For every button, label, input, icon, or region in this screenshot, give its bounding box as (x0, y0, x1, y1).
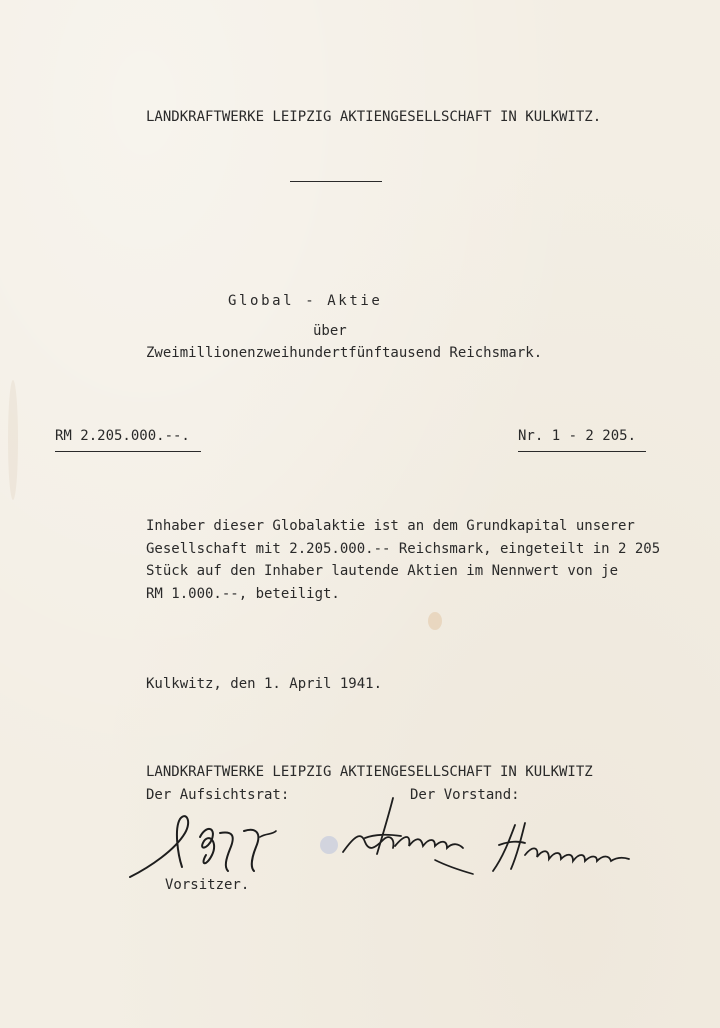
paper-stain (320, 836, 338, 854)
executive-signature-1 (335, 790, 485, 880)
body-line: RM 1.000.--, beteiligt. (146, 586, 340, 602)
chairman-label: Vorsitzer. (165, 877, 250, 893)
executive-board-label: Der Vorstand: (410, 787, 520, 803)
footer-company-name: LANDKRAFTWERKE LEIPZIG AKTIENGESELLSCHAFT IN KULKWITZ (146, 764, 593, 780)
share-number-underline (518, 451, 646, 452)
place-and-date: Kulkwitz, den 1. April 1941. (146, 676, 383, 692)
header-company-name: LANDKRAFTWERKE LEIPZIG AKTIENGESELLSCHAFT IN KULKWITZ. (146, 109, 602, 125)
supervisory-board-label: Der Aufsichtsrat: (146, 787, 290, 803)
executive-signature-2 (485, 815, 635, 880)
share-number-range: Nr. 1 - 2 205. (518, 428, 637, 444)
title-preposition: über (313, 323, 347, 339)
header-divider (290, 181, 382, 182)
body-line: Inhaber dieser Globalaktie ist an dem Grundkapital unserer (146, 518, 635, 534)
chairman-signature (120, 805, 290, 885)
nominal-amount: RM 2.205.000.--. (55, 428, 190, 444)
body-line: Gesellschaft mit 2.205.000.-- Reichsmark, eingeteilt in 2 205 (146, 541, 661, 557)
document-title: Global - Aktie (228, 293, 383, 309)
body-line: Stück auf den Inhaber lautende Aktien im Nennwert von je (146, 563, 619, 579)
paper-stain (428, 612, 442, 630)
paper-stain (8, 380, 18, 500)
nominal-amount-underline (55, 451, 201, 452)
title-amount-in-words: Zweimillionenzweihundertfünftausend Reichsmark. (146, 345, 543, 361)
